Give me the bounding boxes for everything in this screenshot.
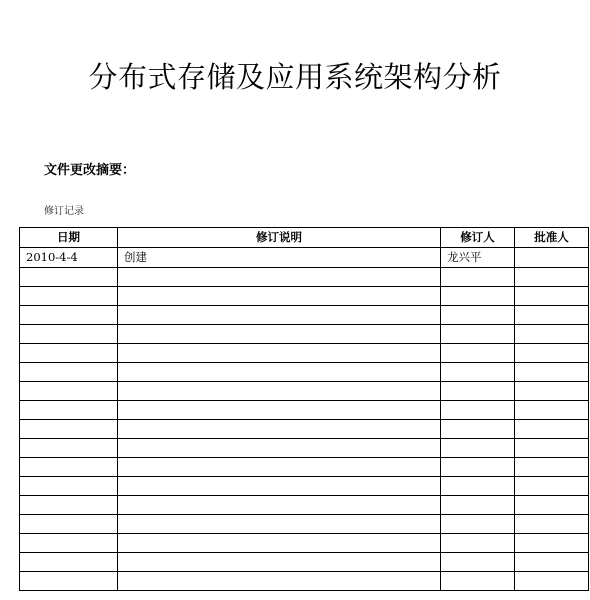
revision-table-body xyxy=(20,248,589,591)
table-row xyxy=(20,401,589,420)
cell-approver xyxy=(515,363,589,382)
cell-reviser xyxy=(441,325,515,344)
table-row xyxy=(20,344,589,363)
cell-approver xyxy=(515,268,589,287)
cell-description xyxy=(118,553,441,572)
cell-approver xyxy=(515,382,589,401)
cell-approver xyxy=(515,553,589,572)
table-row xyxy=(20,458,589,477)
cell-approver xyxy=(515,344,589,363)
cell-reviser xyxy=(441,572,515,591)
document-title: 分布式存储及应用系统架构分析 xyxy=(88,60,502,95)
cell-reviser xyxy=(441,458,515,477)
cell-approver xyxy=(515,248,589,268)
cell-reviser xyxy=(441,553,515,572)
table-row xyxy=(20,248,589,268)
cell-date xyxy=(20,572,118,591)
header-approver: 批准人 xyxy=(515,228,589,248)
cell-description xyxy=(118,534,441,553)
cell-reviser xyxy=(441,268,515,287)
table-row xyxy=(20,515,589,534)
table-row xyxy=(20,268,589,287)
cell-approver xyxy=(515,401,589,420)
cell-description: 创建 xyxy=(118,248,441,268)
table-row xyxy=(20,572,589,591)
header-date: 日期 xyxy=(20,228,118,248)
cell-date xyxy=(20,439,118,458)
cell-description xyxy=(118,496,441,515)
cell-date xyxy=(20,382,118,401)
cell-approver xyxy=(515,572,589,591)
cell-description xyxy=(118,287,441,306)
cell-date xyxy=(20,306,118,325)
cell-reviser xyxy=(441,344,515,363)
cell-reviser xyxy=(441,534,515,553)
cell-reviser xyxy=(441,420,515,439)
cell-reviser xyxy=(441,363,515,382)
table-row xyxy=(20,477,589,496)
cell-reviser xyxy=(441,439,515,458)
cell-date xyxy=(20,420,118,439)
cell-date xyxy=(20,401,118,420)
cell-approver xyxy=(515,306,589,325)
cell-date xyxy=(20,344,118,363)
cell-description xyxy=(118,515,441,534)
cell-date: 2010-4-4 xyxy=(20,248,118,268)
header-description: 修订说明 xyxy=(118,228,441,248)
cell-description xyxy=(118,572,441,591)
cell-description xyxy=(118,420,441,439)
cell-date xyxy=(20,325,118,344)
cell-reviser xyxy=(441,515,515,534)
cell-date xyxy=(20,363,118,382)
cell-description xyxy=(118,268,441,287)
cell-description xyxy=(118,458,441,477)
cell-description xyxy=(118,363,441,382)
cell-approver xyxy=(515,534,589,553)
table-row xyxy=(20,496,589,515)
cell-description xyxy=(118,306,441,325)
table-row xyxy=(20,382,589,401)
cell-description xyxy=(118,477,441,496)
cell-date xyxy=(20,268,118,287)
revision-table-header-row xyxy=(20,228,589,248)
table-row xyxy=(20,363,589,382)
cell-approver xyxy=(515,287,589,306)
table-row xyxy=(20,287,589,306)
cell-reviser xyxy=(441,306,515,325)
cell-description xyxy=(118,439,441,458)
cell-reviser xyxy=(441,382,515,401)
cell-reviser: 龙兴平 xyxy=(441,248,515,268)
cell-description xyxy=(118,344,441,363)
table-row xyxy=(20,439,589,458)
cell-date xyxy=(20,458,118,477)
cell-approver xyxy=(515,477,589,496)
cell-date xyxy=(20,496,118,515)
cell-reviser xyxy=(441,477,515,496)
cell-reviser xyxy=(441,496,515,515)
cell-description xyxy=(118,325,441,344)
table-row xyxy=(20,534,589,553)
cell-date xyxy=(20,553,118,572)
cell-date xyxy=(20,534,118,553)
table-row xyxy=(20,553,589,572)
table-row xyxy=(20,306,589,325)
table-row xyxy=(20,420,589,439)
cell-reviser xyxy=(441,401,515,420)
cell-approver xyxy=(515,458,589,477)
table-row xyxy=(20,325,589,344)
cell-approver xyxy=(515,420,589,439)
cell-approver xyxy=(515,496,589,515)
cell-approver xyxy=(515,515,589,534)
cell-approver xyxy=(515,325,589,344)
cell-description xyxy=(118,401,441,420)
header-reviser: 修订人 xyxy=(441,228,515,248)
cell-date xyxy=(20,515,118,534)
cell-approver xyxy=(515,439,589,458)
cell-description xyxy=(118,382,441,401)
change-summary-heading: 文件更改摘要： xyxy=(44,163,136,178)
revision-table xyxy=(19,227,589,591)
cell-date xyxy=(20,477,118,496)
revision-record-caption: 修订记录 xyxy=(44,206,84,217)
cell-reviser xyxy=(441,287,515,306)
cell-date xyxy=(20,287,118,306)
